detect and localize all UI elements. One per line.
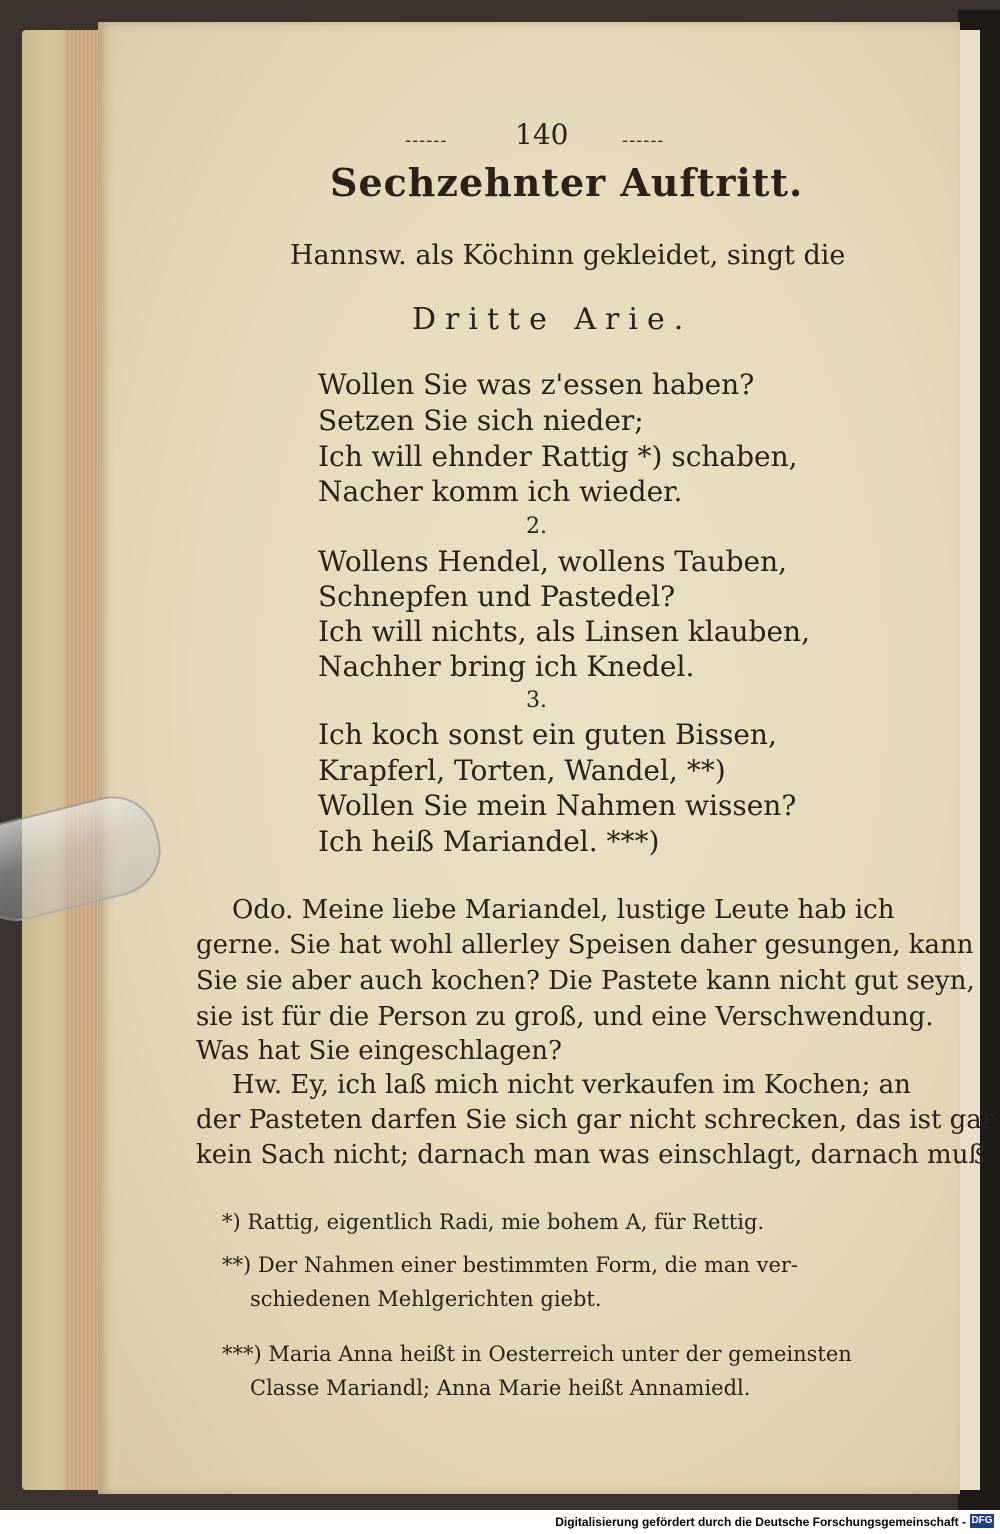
verse-line: Wollen Sie mein Nahmen wissen? (318, 789, 797, 822)
hw-line: Hw. Ey, ich laß mich nicht verkaufen im Kochen; an (232, 1070, 911, 1100)
verse-line: Wollen Sie was z'essen haben? (318, 368, 755, 401)
verse-line: Ich will nichts, als Linsen klauben, (318, 615, 810, 648)
page-number: 140 (515, 118, 569, 151)
header-dash-right: ------ (622, 130, 665, 151)
hw-line: der Pasteten darfen Sie sich gar nicht schrecken, das ist gar (196, 1105, 995, 1135)
stanza-number: 3. (526, 688, 547, 713)
hw-line: kein Sach nicht; darnach man was einschlagt, darnach muß (196, 1140, 986, 1170)
verse-line: Wollens Hendel, wollens Tauben, (318, 545, 788, 578)
verse-line: Nachher bring ich Knedel. (318, 650, 695, 683)
scene-title: Sechzehnter Auftritt. (330, 160, 804, 205)
aria-title: Dritte Arie. (412, 302, 693, 337)
verse-line: Schnepfen und Pastedel? (318, 580, 676, 613)
verse-line: Krapferl, Torten, Wandel, **) (318, 754, 726, 787)
next-page-edge (960, 30, 980, 1490)
footer-credit: Digitalisierung gefördert durch die Deutsche Forschungsgemeinschaft - (555, 1515, 966, 1529)
header-dash-left: ------ (405, 130, 448, 151)
verse-line: Ich will ehnder Rattig *) schaben, (318, 440, 798, 473)
footnote-3-line: ***) Maria Anna heißt in Oesterreich unter der gemeinsten (222, 1342, 852, 1366)
dfg-logo: DFG (971, 1515, 993, 1526)
odo-line: Was hat Sie eingeschlagen? (196, 1036, 562, 1066)
verse-line: Setzen Sie sich nieder; (318, 404, 644, 437)
verse-line: Ich koch sonst ein guten Bissen, (318, 718, 777, 751)
stanza-number: 2. (526, 514, 547, 539)
odo-line: Sie sie aber auch kochen? Die Pastete kann nicht gut seyn, (196, 966, 975, 996)
footnote-2-line: **) Der Nahmen einer bestimmten Form, die man ver- (222, 1253, 799, 1277)
footnote-1: *) Rattig, eigentlich Radi, mie bohem A, für Rettig. (222, 1210, 765, 1234)
odo-line: sie ist für die Person zu groß, und eine Verschwendung. (196, 1002, 934, 1032)
footnote-3-line: Classe Mariandl; Anna Marie heißt Annamiedl. (250, 1376, 751, 1400)
verse-line: Nacher komm ich wieder. (318, 475, 683, 508)
verse-line: Ich heiß Mariandel. ***) (318, 825, 660, 858)
footnote-2-line: schiedenen Mehlgerichten giebt. (250, 1287, 602, 1311)
scene-subtitle: Hannsw. als Köchinn gekleidet, singt die (290, 240, 846, 271)
odo-line: Odo. Meine liebe Mariandel, lustige Leute hab ich (232, 895, 895, 925)
odo-line: gerne. Sie hat wohl allerley Speisen daher gesungen, kann (196, 930, 974, 960)
